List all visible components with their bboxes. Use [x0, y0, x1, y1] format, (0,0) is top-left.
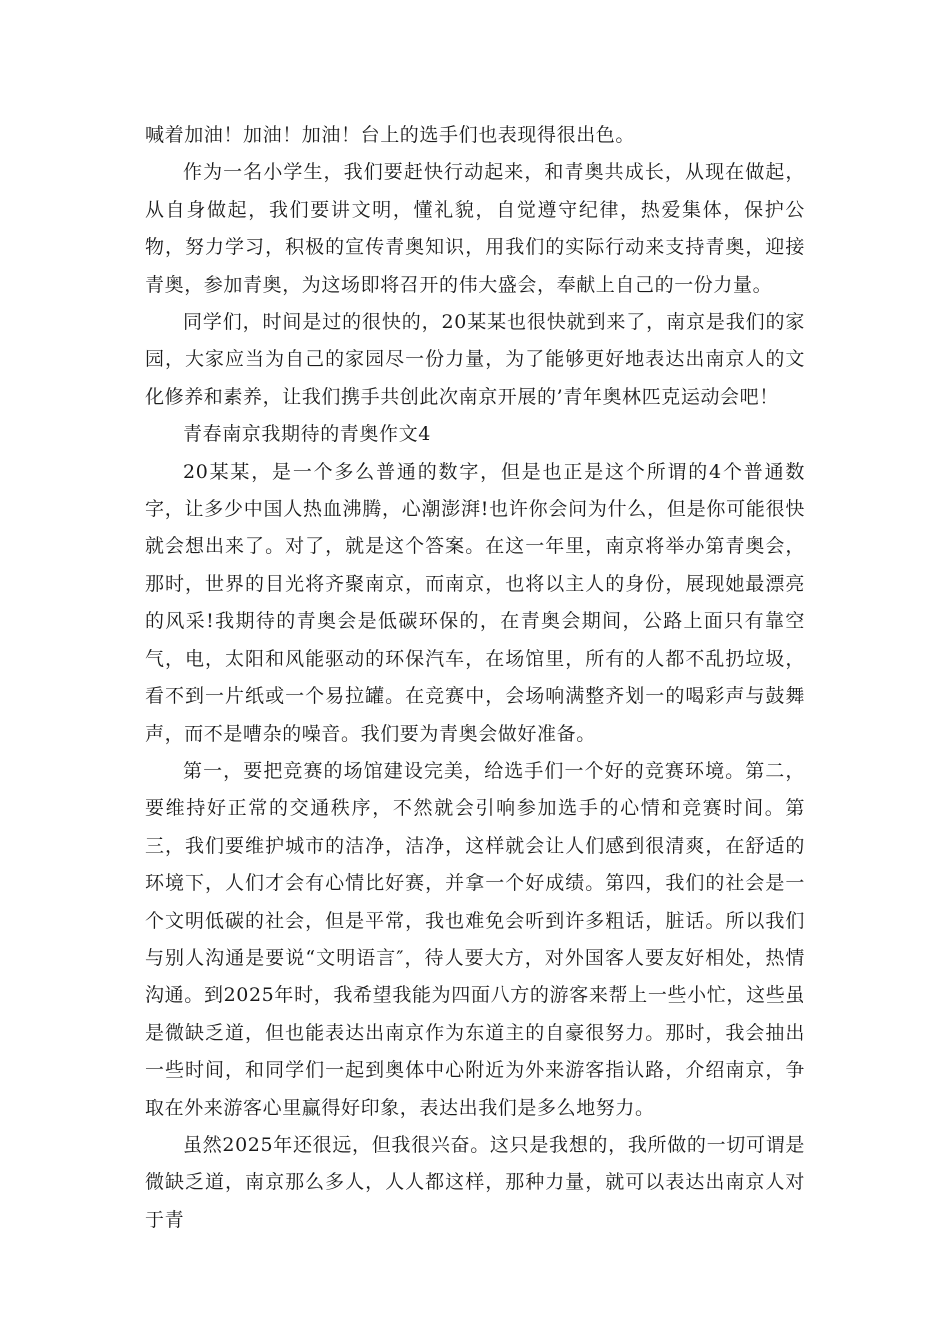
- section-heading: 青春南京我期待的青奥作文4: [183, 423, 431, 446]
- paragraph-5: 第一，要把竞赛的场馆建设完美，给选手们一个好的竞赛环境。第二，要维持好正常的交通秩序，不然就会引响参加选手的心情和竞赛时间。第三，我们要维护城市的洁净，洁净，这样就会让人们感到很清爽，在舒适的环境下，人们才会有心情比好赛，并拿一个好成绩。第四，我们的社会是一个文明低碳的社会，但是平常，我也难免会听到许多粗话，脏话。所以我们与别人沟通是要说“文明语言″，待人要大方，对外国客人要友好相处，热情沟通。到2025年时，我希望我能为四面八方的游客来帮上一些小忙，这些虽是微缺乏道，但也能表达出南京作为东道主的自豪很努力。那时，我会抽出一些时间，和同学们一起到奥体中心附近为外来游客指认路，介绍南京，争取在外来游客心里赢得好印象，表达出我们是多么地努力。: [145, 759, 805, 1119]
- paragraph-2: 作为一名小学生，我们要赶快行动起来，和青奥共成长，从现在做起，从自身做起，我们要讲文明，懂礼貌，自觉遵守纪律，热爱集体，保护公物，努力学习，积极的宣传青奥知识，用我们的实际行动来支持青奥，迎接青奥，参加青奥，为这场即将召开的伟大盛会，奉献上自己的一份力量。: [145, 161, 805, 296]
- paragraph-1: 喊着加油！加油！加油！台上的选手们也表现得很出色。: [145, 124, 636, 146]
- document-body: [145, 117, 805, 1239]
- paragraph-4: 20某某，是一个多么普通的数字，但是也正是这个所谓的4个普通数字，让多少中国人热血沸腾，心潮澎湃!也许你会问为什么，但是你可能很快就会想出来了。对了，就是这个答案。在这一年里，南京将举办第青奥会，那时，世界的目光将齐聚南京，而南京，也将以主人的身份，展现她最漂亮的风采!我期待的青奥会是低碳环保的，在青奥会期间，公路上面只有靠空气，电，太阳和风能驱动的环保汽车，在场馆里，所有的人都不乱扔垃圾，看不到一片纸或一个易拉罐。在竞赛中，会场响满整齐划一的喝彩声与鼓舞声，而不是嘈杂的噪音。我们要为青奥会做好准备。: [145, 460, 805, 745]
- paragraph-6: 虽然2025年还很远，但我很兴奋。这只是我想的，我所做的一切可谓是微缺乏道，南京那么多人，人人都这样，那种力量，就可以表达出南京人对于青: [145, 1133, 805, 1231]
- paragraph-3: 同学们，时间是过的很快的，20某某也很快就到来了，南京是我们的家园，大家应当为自己的家园尽一份力量，为了能够更好地表达出南京人的文化修养和素养，让我们携手共创此次南京开展的’青年奥林匹克运动会吧！: [145, 311, 805, 408]
